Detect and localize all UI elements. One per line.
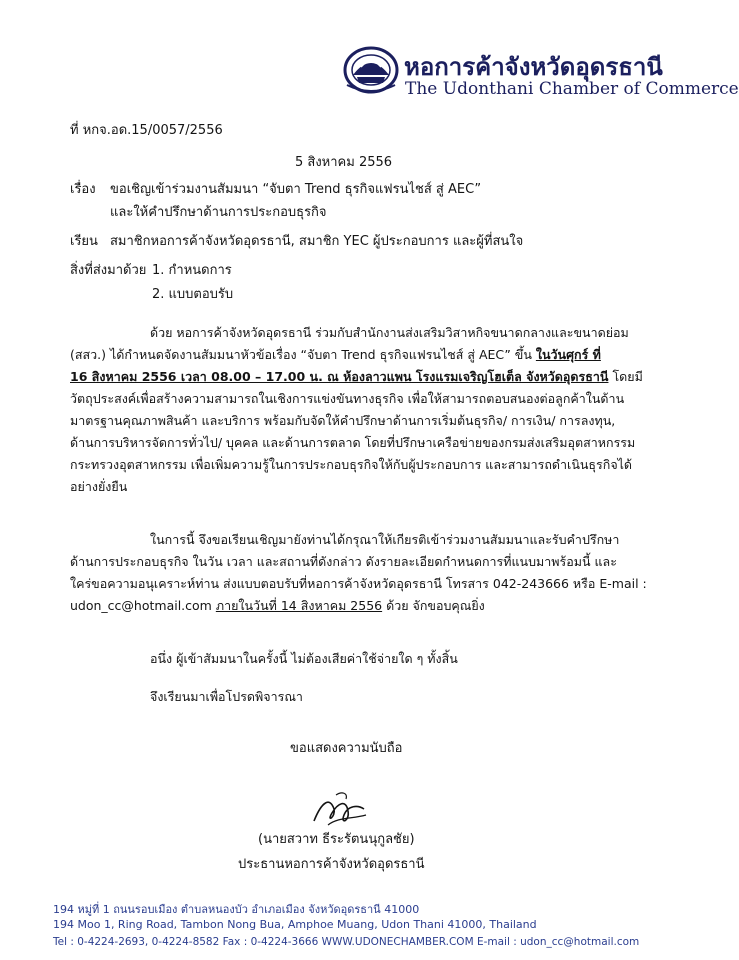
body-p1-line: วัตถุประสงค์เพื่อสร้างความสามารถในเชิงการแข่งขันทางธุรกิจ เพื่อให้สามารถตอบสนองต่อลูกค้าในด้าน [70,391,625,406]
subject-label: เรื่อง [70,182,96,197]
signatory-name: (นายสวาท ธีระรัตนนุกูลชัย) [258,832,415,847]
body-p2-line: ด้านการประกอบธุรกิจ ในวัน เวลา และสถานที่ดังกล่าว ดังรายละเอียดกำหนดการที่แนบมาพร้อมนี้ และ [70,554,617,569]
letterhead-org-name-en: The Udonthani Chamber of Commerce [405,79,739,99]
closing-salutation: ขอแสดงความนับถือ [290,741,403,756]
body-p1-line: ด้านการบริหารจัดการทั่วไป/ บุคคล และด้านการตลาด โดยที่ปรึกษาเครือข่ายของกรมส่งเสริมอุตสาหกรรม [70,435,636,450]
enclosure-item: 2. แบบตอบรับ [152,287,234,302]
body-p2-line: ในการนี้ จึงขอเรียนเชิญมายังท่านได้กรุณาให้เกียรติเข้าร่วมงานสัมมนาและรับคำปรึกษา [150,532,620,547]
recipient-label: เรียน [70,234,98,249]
body-p2-line [70,595,485,617]
contact-email: udon_cc@hotmail.com [70,598,216,613]
body-p1-text: โดยมี [608,369,643,384]
body-p3: อนึ่ง ผู้เข้าสัมมนาในครั้งนี้ ไม่ต้องเสียค่าใช้จ่ายใด ๆ ทั้งสิ้น [150,651,458,666]
footer-address-th: 194 หมู่ที่ 1 ถนนรอบเมือง ตำบลหนองบัว อำเภอเมือง จังหวัดอุดรธานี 41000 [53,903,420,916]
body-p1-text: (สสว.) ได้กำหนดจัดงานสัมมนาหัวข้อเรื่อง “จับตา Trend ธุรกิจแฟรนไชส์ สู่ AEC” ขึ้น [70,347,536,362]
reference-number: ที่ หกจ.อด.15/0057/2556 [70,123,223,138]
subject-line-1: ขอเชิญเข้าร่วมงานสัมมนา “จับตา Trend ธุรกิจแฟรนไชส์ สู่ AEC” [110,182,482,197]
body-p1-line [70,344,601,366]
body-p1-line [70,366,643,388]
body-p1-line: อย่างยั่งยืน [70,479,128,494]
enclosure-item: 1. กำหนดการ [152,263,232,278]
letterhead-org-name-th: หอการค้าจังหวัดอุดรธานี [404,53,663,81]
signatory-title: ประธานหอการค้าจังหวัดอุดรธานี [238,857,425,872]
body-p2-text: ด้วย จักขอบคุณยิ่ง [382,598,485,613]
body-p2-line: ใคร่ขอความอนุเคราะห์ท่าน ส่งแบบตอบรับที่หอการค้าจังหวัดอุดรธานี โทรสาร 042-243666 หรือ E-mail : [70,576,647,591]
closing-request: จึงเรียนมาเพื่อโปรดพิจารณา [150,689,303,704]
event-day-emphasis: ในวันศุกร์ ที่ [535,347,601,362]
event-datetime-venue-emphasis: 16 สิงหาคม 2556 เวลา 08.00 – 17.00 น. ณ ห้องลาวแพน โรงแรมเจริญโฮเต็ล จังหวัดอุดรธานี [70,369,609,384]
body-p1-line: กระทรวงอุตสาหกรรม เพื่อเพิ่มความรู้ในการประกอบธุรกิจให้กับผู้ประกอบการ และสามารถดำเนินธุรกิจได้ [70,457,633,472]
footer-contact: Tel : 0-4224-2693, 0-4224-8582 Fax : 0-4224-3666 WWW.UDONECHAMBER.COM E-mail : udon_cc@hotmail.com [53,936,640,948]
enclosures-label: สิ่งที่ส่งมาด้วย [70,263,147,278]
letter-date: 5 สิงหาคม 2556 [295,155,393,170]
subject-line-2: และให้คำปรึกษาด้านการประกอบธุรกิจ [110,205,327,220]
footer-address-en: 194 Moo 1, Ring Road, Tambon Nong Bua, Amphoe Muang, Udon Thani 41000, Thailand [53,918,537,931]
body-p1-line: มาตรฐานคุณภาพสินค้า และบริการ พร้อมกับจัดให้คำปรึกษาด้านการเริ่มต้นธุรกิจ/ การเงิน/ การลงทุน, [70,413,616,428]
body-p1-line: ด้วย หอการค้าจังหวัดอุดรธานี ร่วมกับสำนักงานส่งเสริมวิสาหกิจขนาดกลางและขนาดย่อม [150,325,629,340]
chamber-seal-icon [343,45,399,95]
reply-deadline: ภายในวันที่ 14 สิงหาคม 2556 [215,598,383,613]
recipient-text: สมาชิกหอการค้าจังหวัดอุดรธานี, สมาชิก YEC ผู้ประกอบการ และผู้ที่สนใจ [110,234,524,249]
